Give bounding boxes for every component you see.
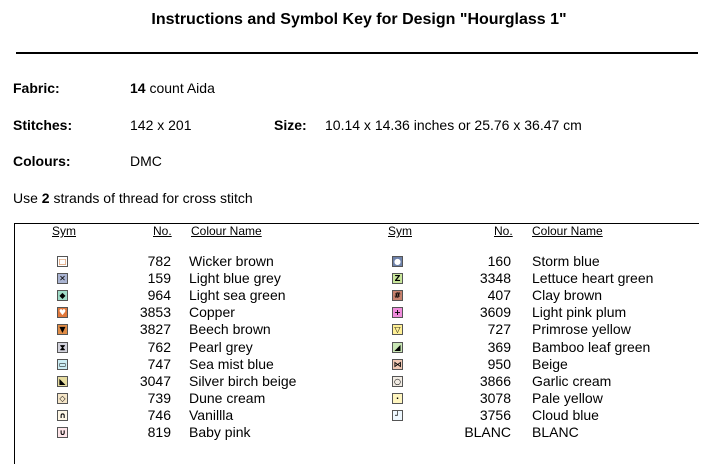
dmc-number: 727 <box>487 321 511 338</box>
colour-name: Light pink plum <box>532 304 627 321</box>
thread-symbol-icon <box>392 427 403 438</box>
colour-name: Light sea green <box>189 287 286 304</box>
dmc-number: 782 <box>147 253 171 269</box>
name-header-left: Colour Name <box>191 224 262 238</box>
thread-symbol-icon: ▽ <box>392 324 403 335</box>
colour-name: Silver birch beige <box>189 372 297 389</box>
thread-symbol-icon: ◣ <box>57 376 68 387</box>
dmc-number: 3348 <box>479 270 511 287</box>
thread-symbol-icon: # <box>392 290 403 301</box>
key-row-right <box>15 390 699 407</box>
thread-symbol-icon: ♥ <box>58 308 67 318</box>
dmc-number: 3047 <box>139 372 171 389</box>
key-row-right <box>15 407 699 424</box>
colour-name: BLANC <box>532 424 579 440</box>
dmc-number: 739 <box>147 389 171 406</box>
no-header-right: No. <box>494 224 513 238</box>
colour-name: Copper <box>189 304 235 321</box>
key-row-right <box>15 287 699 304</box>
thread-note <box>13 190 253 206</box>
thread-symbol-icon: ○ <box>392 376 403 387</box>
key-row-right <box>15 253 699 270</box>
colours-label: Colours: <box>13 153 71 169</box>
colour-name: Lettuce heart green <box>532 270 654 287</box>
thread-symbol-icon: + <box>392 307 403 318</box>
thread-symbol-icon: Z <box>392 273 403 284</box>
size-label: Size: <box>274 117 307 133</box>
colour-name: Dune cream <box>189 389 266 406</box>
thread-symbol-icon: ◇ <box>57 393 68 404</box>
dmc-number: 3827 <box>139 321 171 338</box>
colour-name: Garlic cream <box>532 372 612 389</box>
colour-name: Wicker brown <box>189 253 274 269</box>
size-value: 10.14 x 14.36 inches or 25.76 x 36.47 cm <box>325 117 582 133</box>
colour-name: Pearl grey <box>189 338 253 355</box>
colours-value: DMC <box>130 153 162 169</box>
thread-symbol-icon: ✕ <box>57 273 68 284</box>
thread-symbol-icon: ◆ <box>57 290 68 301</box>
colour-name: Beech brown <box>189 321 271 338</box>
colour-name: Storm blue <box>532 253 600 269</box>
colour-name: Bamboo leaf green <box>532 338 651 355</box>
no-header-left: No. <box>153 224 172 238</box>
thread-symbol-icon: ┘ <box>392 410 403 421</box>
dmc-number: 819 <box>147 424 171 440</box>
thread-strands: 2 <box>41 190 50 206</box>
thread-symbol-icon: ⧗ <box>57 342 68 353</box>
colour-name: Cloud blue <box>532 406 599 423</box>
dmc-number: 3756 <box>479 406 511 423</box>
thread-symbol-icon: ● <box>392 256 403 267</box>
colour-name: Vanillla <box>189 406 234 423</box>
thread-symbol-icon: ▭ <box>58 359 67 369</box>
key-row-right <box>15 321 699 338</box>
symbol-key-table <box>14 223 699 464</box>
title-divider <box>16 52 698 54</box>
thread-note-post: strands of thread for cross stitch <box>49 190 253 206</box>
colour-name: Beige <box>532 355 568 372</box>
stitches-value: 142 x 201 <box>130 117 192 133</box>
colour-name: Clay brown <box>532 287 603 304</box>
thread-symbol-icon: ◢ <box>392 342 403 353</box>
colour-name: Sea mist blue <box>189 355 274 372</box>
colour-name: Pale yellow <box>532 389 603 406</box>
key-row-right <box>15 339 699 356</box>
key-row-right <box>15 373 699 390</box>
dmc-number: 3078 <box>479 389 511 406</box>
key-row-right <box>15 270 699 287</box>
colour-name: Primrose yellow <box>532 321 631 338</box>
name-header-right: Colour Name <box>532 224 603 238</box>
thread-symbol-icon: ∪ <box>57 427 68 438</box>
dmc-number: 369 <box>487 338 511 355</box>
dmc-number: 3866 <box>479 372 511 389</box>
thread-symbol-icon: ⋈ <box>393 359 402 369</box>
fabric-label: Fabric: <box>13 80 60 96</box>
dmc-number: 407 <box>487 287 511 304</box>
thread-note-pre: Use <box>13 190 42 206</box>
stitches-label: Stitches: <box>13 117 73 133</box>
key-row-right <box>15 356 699 373</box>
thread-symbol-icon: · <box>392 393 403 404</box>
sym-header-right: Sym <box>388 224 412 238</box>
dmc-number: 747 <box>147 355 171 372</box>
page-title: Instructions and Symbol Key for Design "Hourglass 1" <box>151 11 567 28</box>
thread-symbol-icon: ▼ <box>57 324 68 335</box>
key-row-right <box>15 424 699 441</box>
dmc-number: BLANC <box>464 424 511 440</box>
dmc-number: 3609 <box>479 304 511 321</box>
fabric-type: count Aida <box>145 80 215 96</box>
dmc-number: 160 <box>487 253 511 269</box>
fabric-value <box>130 80 215 96</box>
colour-name: Baby pink <box>189 424 251 440</box>
thread-symbol-icon: □ <box>58 257 67 266</box>
colour-name: Light blue grey <box>189 270 281 287</box>
dmc-number: 950 <box>487 355 511 372</box>
dmc-number: 3853 <box>139 304 171 321</box>
dmc-number: 746 <box>147 406 171 423</box>
key-row-right <box>15 304 699 321</box>
dmc-number: 964 <box>147 287 171 304</box>
dmc-number: 762 <box>147 338 171 355</box>
sym-header-left: Sym <box>52 224 76 238</box>
thread-symbol-icon: ∩ <box>57 410 68 421</box>
dmc-number: 159 <box>147 270 171 287</box>
fabric-count: 14 <box>130 80 146 96</box>
